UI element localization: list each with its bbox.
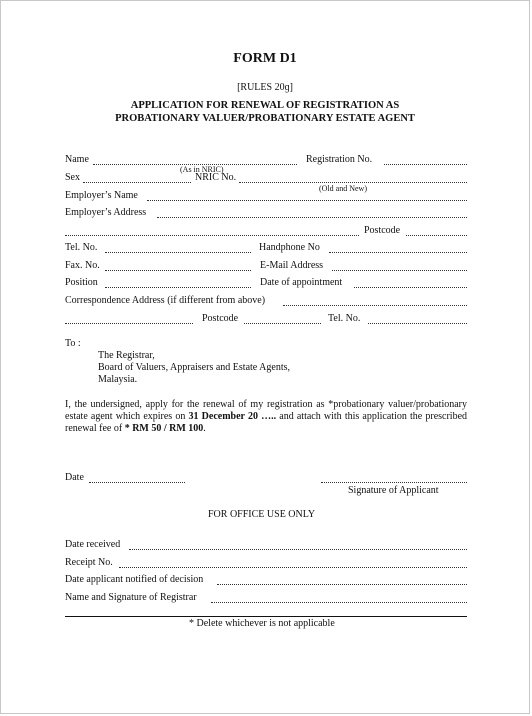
old-and-new-note: (Old and New) — [319, 184, 367, 193]
to-line-1: The Registrar, — [98, 350, 155, 361]
name-label: Name — [65, 154, 89, 165]
position-field[interactable] — [105, 287, 251, 288]
date-notified-field[interactable] — [217, 584, 467, 585]
correspondence-address-field[interactable] — [283, 305, 467, 306]
employers-name-label: Employer’s Name — [65, 190, 138, 201]
employers-address-line2[interactable] — [65, 235, 359, 236]
date-received-label: Date received — [65, 539, 121, 550]
postcode-label: Postcode — [364, 225, 401, 236]
fax-no-field[interactable] — [105, 270, 251, 271]
declaration-part-2: and attach with this application the prescribed renewal fee of — [65, 411, 468, 434]
form-rules: [RULES 20ɡ] — [237, 82, 293, 93]
registrar-field[interactable] — [211, 602, 467, 603]
correspondence-address-line2[interactable] — [65, 323, 193, 324]
postcode2-field[interactable] — [244, 323, 321, 324]
date-received-field[interactable] — [129, 549, 467, 550]
signature-label: Signature of Applicant — [348, 485, 439, 496]
tel-no2-field[interactable] — [368, 323, 467, 324]
sex-label: Sex — [65, 172, 80, 183]
footer-divider — [65, 616, 467, 617]
tel-no-field[interactable] — [105, 252, 251, 253]
nric-no-label: NRIC No. — [195, 172, 237, 183]
date-label: Date — [65, 472, 84, 483]
to-line-2: Board of Valuers, Appraisers and Estate Agents, — [98, 362, 290, 373]
heading-line-2: PROBATIONARY VALUER/PROBATIONARY ESTATE AGENT — [115, 113, 415, 124]
declaration-part-1: I, the undersigned, apply for the renewal of my registration as *probationary valuer/probationary estate agent which expires on — [65, 399, 467, 422]
form-title: FORM D1 — [233, 51, 297, 66]
registration-no-label: Registration No. — [306, 154, 373, 165]
date-notified-label: Date applicant notified of decision — [65, 574, 204, 585]
registration-no-field[interactable] — [384, 164, 467, 165]
sex-field[interactable] — [83, 182, 191, 183]
form-heading — [1, 99, 529, 125]
footnote: * Delete whichever is not applicable — [189, 618, 335, 629]
correspondence-address-label: Correspondence Address (if different from above) — [65, 295, 266, 306]
email-label: E-Mail Address — [260, 260, 324, 271]
heading-line-1: APPLICATION FOR RENEWAL OF REGISTRATION AS — [130, 100, 400, 111]
receipt-no-field[interactable] — [119, 567, 467, 568]
employers-name-field[interactable] — [147, 200, 467, 201]
fax-no-label: Fax. No. — [65, 260, 100, 271]
declaration-part-3: . — [203, 423, 206, 434]
to-line-3: Malaysia. — [98, 374, 138, 385]
date-of-appointment-label: Date of appointment — [260, 277, 343, 288]
signature-field[interactable] — [321, 482, 467, 483]
office-use-heading: FOR OFFICE USE ONLY — [208, 509, 316, 520]
handphone-no-field[interactable] — [329, 252, 467, 253]
date-field[interactable] — [89, 482, 185, 483]
to-label: To : — [65, 338, 81, 349]
receipt-no-label: Receipt No. — [65, 557, 113, 568]
declaration-fee: * RM 50 / RM 100 — [124, 423, 204, 434]
date-of-appointment-field[interactable] — [354, 287, 467, 288]
postcode-field[interactable] — [406, 235, 467, 236]
registrar-label: Name and Signature of Registrar — [65, 592, 197, 603]
employers-address-label: Employer’s Address — [65, 207, 147, 218]
postcode2-label: Postcode — [202, 313, 239, 324]
handphone-no-label: Handphone No — [259, 242, 320, 253]
position-label: Position — [65, 277, 98, 288]
declaration-paragraph — [65, 399, 467, 435]
employers-address-field[interactable] — [157, 217, 467, 218]
tel-no2-label: Tel. No. — [328, 313, 361, 324]
declaration-expiry: 31 December 20 ….. — [188, 411, 277, 422]
email-field[interactable] — [332, 270, 467, 271]
as-in-nric-note: (As in NRIC) — [180, 165, 224, 174]
tel-no-label: Tel. No. — [65, 242, 98, 253]
